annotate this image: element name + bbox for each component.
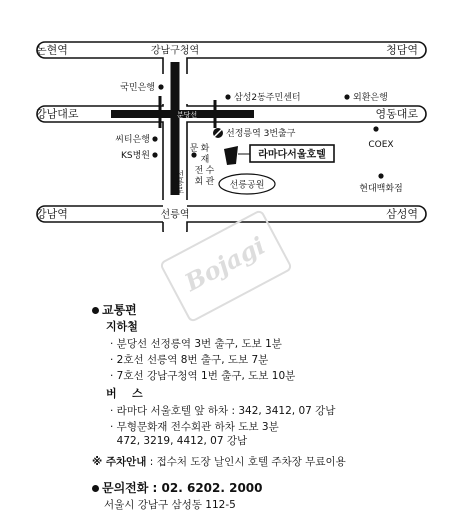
hotel-building-icon [224, 146, 250, 165]
label-seolleung-park: 선릉공원 [229, 180, 265, 191]
label-samseong-station: 삼성역 [386, 207, 418, 221]
parking-info [92, 455, 346, 469]
phone-info [92, 481, 263, 495]
label-hall-4: 전 [194, 166, 204, 176]
subway-title: 지하철 [106, 320, 138, 333]
parking-text: : 접수처 도장 날인시 호텔 주차장 무료이용 [146, 456, 346, 468]
label-hall-5: 수 [205, 166, 215, 176]
parking-label: ※ 주차안내 [92, 456, 147, 468]
label-gangnam-station: 강남역 [36, 207, 68, 221]
label-nonhyeon: 논현역 [36, 43, 68, 57]
label-citibank: 씨티은행 [115, 135, 150, 145]
label-ramada-hotel: 라마다서울호텔 [258, 149, 326, 161]
bullet-icon [92, 307, 99, 314]
label-hyundai-dept: 현대백화점 [359, 184, 403, 194]
subway-line-1: · 분당선 선정릉역 3번 출구, 도보 1분 [110, 338, 282, 350]
transport-title: 교통편 [102, 303, 137, 317]
label-subway-exit: 선정릉역 3번출구 [226, 129, 296, 139]
subway-exit-icon [213, 128, 223, 138]
label-kookmin-bank: 국민은행 [120, 83, 155, 93]
bus-title: 버 스 [106, 387, 143, 400]
bojagi-watermark: Bojagi [159, 209, 293, 323]
label-ks-hospital: KS병원 [120, 151, 150, 161]
label-hall-6: 회 [194, 177, 204, 187]
subway-line-2: · 2호선 선릉역 8번 출구, 도보 7분 [110, 354, 269, 366]
label-seolleung-ro: 선릉로 [175, 170, 185, 194]
label-coex: COEX [368, 140, 394, 150]
bullet-icon [92, 485, 99, 492]
label-samsung2-center: 삼성2동주민센터 [234, 93, 301, 103]
label-hall-3: 재 [200, 155, 210, 165]
label-cheongdam: 청담역 [386, 43, 418, 57]
label-hall-1: 문 [189, 144, 199, 154]
label-seolleung-station: 선릉역 [160, 209, 190, 221]
label-gangnam-daero: 강남대로 [36, 107, 79, 121]
label-yeongdong-daero: 영동대로 [375, 107, 418, 121]
bus-line-1: · 라마다 서울호텔 앞 하차 : 342, 3412, 07 강남 [110, 405, 336, 417]
address: 서울시 강남구 삼성동 112-5 [104, 499, 236, 511]
transport-heading [92, 303, 137, 317]
label-gangnamgu-office: 강남구청역 [150, 45, 200, 57]
bus-line-3: 472, 3219, 4412, 07 강남 [110, 435, 248, 447]
label-hall-2: 화 [200, 144, 210, 154]
label-bundang-line: 분당선 [176, 111, 198, 119]
location-map [0, 0, 456, 232]
phone-value: : 02. 6202. 2000 [148, 481, 263, 495]
phone-label: 문의전화 [102, 481, 149, 495]
bus-line-2: · 무형문화재 전수회관 하차 도보 3분 [110, 421, 279, 433]
label-kexchange-bank: 외환은행 [353, 93, 388, 103]
label-hall-7: 관 [205, 177, 215, 187]
subway-line-3: · 7호선 강남구청역 1번 출구, 도보 10분 [110, 370, 296, 382]
